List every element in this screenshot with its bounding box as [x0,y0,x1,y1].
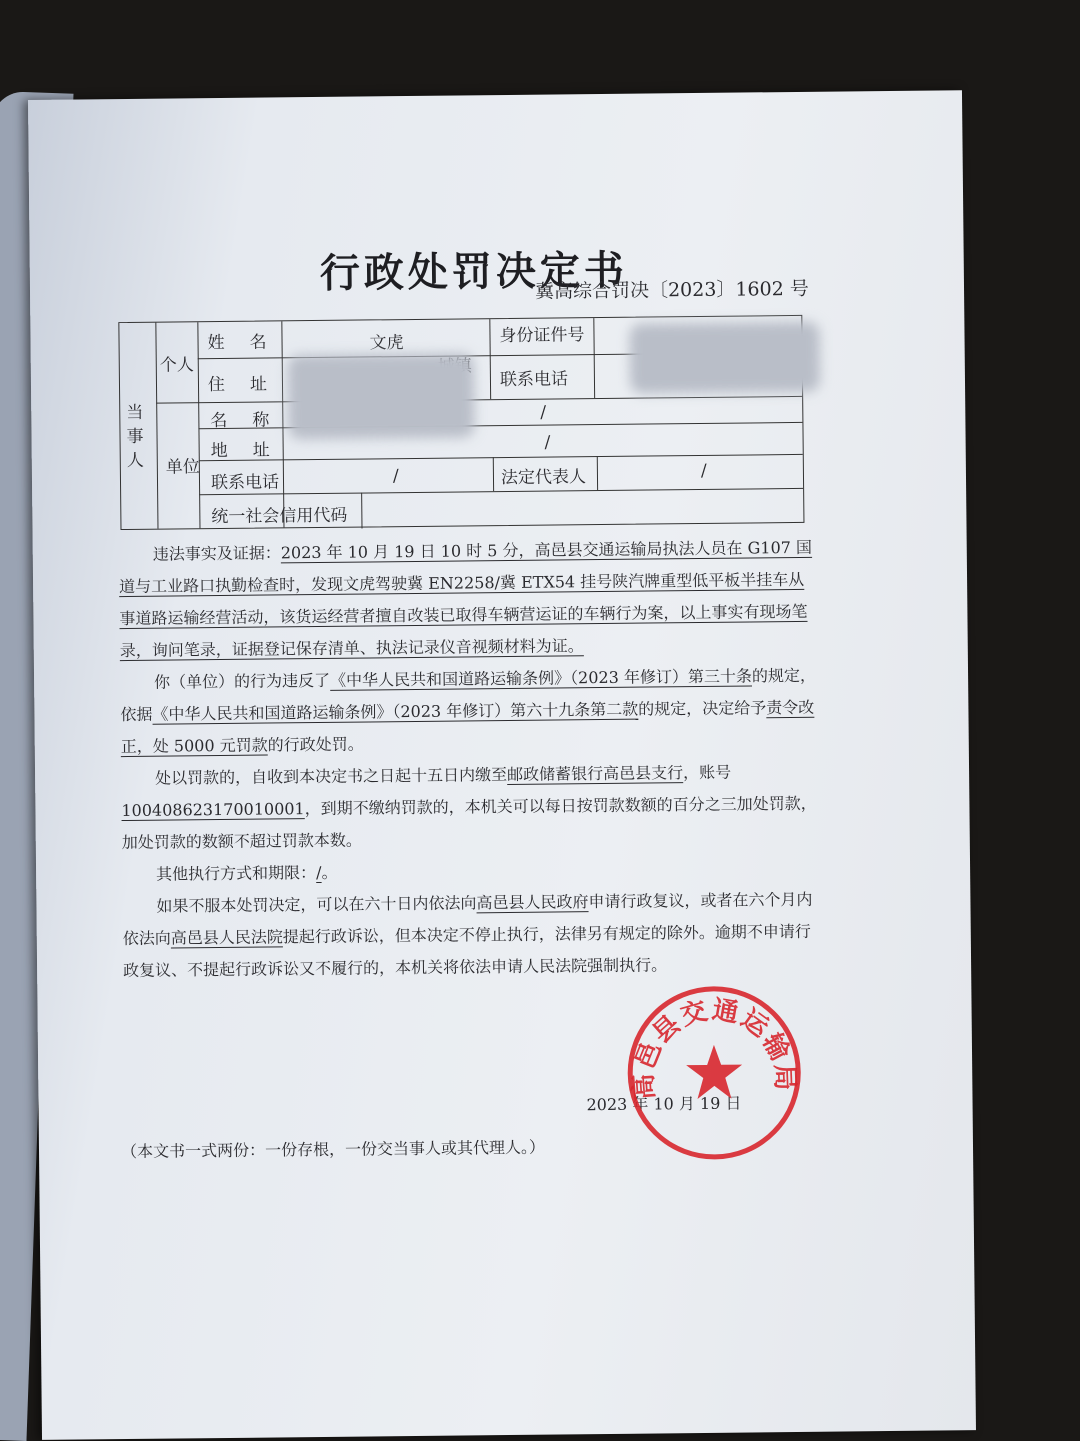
legal-rep-value: / [700,460,707,481]
document-title: 行政处罚决定书 [319,246,629,297]
table-line [361,493,362,529]
name-label: 姓 名 [207,332,271,354]
table-line [493,457,494,491]
copies-note: （本文书一式两份：一份存根，一份交当事人或其代理人。） [120,1137,546,1162]
payment-paragraph [121,756,822,859]
table-line [199,488,803,495]
redaction-blur [629,322,820,394]
address-label: 住 址 [207,374,272,396]
account-number: 100408623170010001 [121,799,305,821]
name-value: 文虎 [369,333,404,354]
party-label: 当事人 [126,402,144,471]
unit-phone-label: 联系电话 [210,472,280,494]
basis-law: 《中华人民共和国道路运输条例》（2023 年修订）第六十九条第二款 [152,699,639,724]
redaction-blur [288,353,475,439]
decision-suffix: 的行政处罚。 [267,734,364,755]
phone-label: 联系电话 [499,369,569,391]
facts-paragraph [119,532,820,667]
table-line [597,456,598,490]
seal-text: 高邑县交通运输局 [628,994,800,1101]
table-line [156,396,802,404]
unit-phone-value: / [392,466,399,487]
unit-address-label: 地 址 [210,440,274,462]
violation-paragraph [120,660,821,763]
document-page [28,90,976,1440]
party-table [118,315,804,530]
violation-prefix: 你（单位）的行为违反了 [154,670,331,692]
unit-name-value: / [540,402,547,423]
other-value: / [316,862,322,883]
review-org: 高邑县人民政府 [476,892,589,913]
violated-law: 《中华人民共和国道路运输条例》（2023 年修订）第三十条 [330,666,752,690]
bank-name: 邮政储蓄银行高邑县支行 [507,763,684,785]
account-label: ，账号 [683,762,732,783]
decision-date: 2023 年 10 月 19 日 [586,1093,742,1115]
review-paragraph [122,884,823,987]
table-line [593,318,595,398]
table-line [197,322,200,528]
review-suffix: 提起行政诉讼，但本决定不停止执行，法律另有规定的除外。逾期不申请行政复议、不提起行政诉讼又不履行的，本机关将依法申请人民法院强制执行。 [123,921,811,981]
decision-body [119,532,824,987]
other-prefix: 其他执行方式和期限： [156,863,317,884]
facts-text: 2023 年 10 月 19 日 10 时 5 分，高邑县交通运输局执法人员在 G107 国道与工业路口执勤检查时，发现文虎驾驶冀 EN2258/冀 ETX54 挂号陕汽牌重型低平板半挂车从事道路运输经营活动，该货运经营者擅自改装已取得车辆营运证的车辆行为案，以上事实有现场笔录，询问笔录，证据登记保存清单、执法记录仪音视频材料为证。 [119,537,813,661]
review-prefix: 如果不服本处罚决定，可以在六十日内依法向 [156,893,477,916]
other-suffix: 。 [321,862,338,882]
credit-code-label: 统一社会信用代码 [211,505,348,528]
table-line [489,319,491,399]
review-mid: 申请行政复议，或者在六个月内依法向 [122,889,813,949]
unit-name-label: 名 称 [210,410,274,432]
legal-rep-label: 法定代表人 [500,467,587,489]
unit-label: 单位 [165,457,200,478]
official-seal [623,982,805,1164]
table-line [199,454,803,461]
unit-address-value: / [544,432,551,453]
payment-prefix: 处以罚款的，自收到本决定书之日起十五日内缴至 [155,765,508,788]
basis-prefix: 的规定，依据 [120,665,817,725]
document-number: 冀高综合罚决〔2023〕1602 号 [534,277,809,303]
facts-label: 违法事实及证据： [152,543,281,564]
payment-suffix: ，到期不缴纳罚款的，本机关可以每日按罚款数额的百分之三加处罚款，加处罚款的数额不超过罚款本数。 [121,793,817,853]
table-line [155,323,158,529]
penalty: 责令改正，处 5000 元罚款 [120,697,815,757]
court-name: 高邑县人民法院 [170,927,283,948]
table-line [281,321,284,527]
id-label: 身份证件号 [499,325,585,347]
seal-star-icon [686,1045,743,1100]
decision-prefix: 的规定，决定给予 [638,698,767,719]
individual-label: 个人 [159,355,194,376]
